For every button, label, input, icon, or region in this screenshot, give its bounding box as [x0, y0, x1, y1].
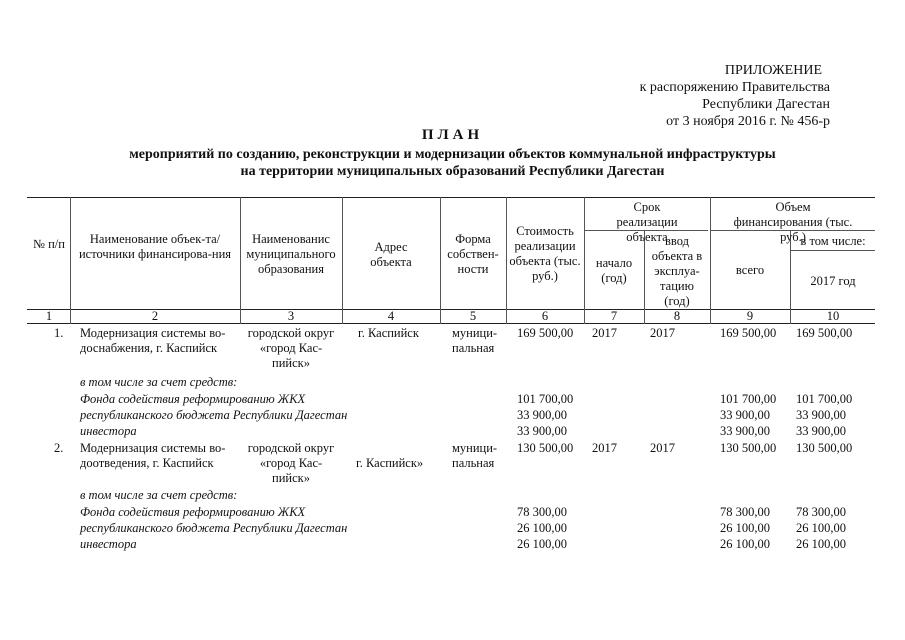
header-commissioning: ввод объекта в эксплуа-тацию (год) [651, 234, 703, 308]
source-total: 78 300,00 [720, 505, 770, 519]
appendix-title: ПРИЛОЖЕНИЕ [724, 63, 822, 78]
source-cost: 101 700,00 [517, 392, 574, 406]
row-ownership: муници-пальная [452, 326, 498, 355]
header-year-2017: 2017 год [810, 274, 856, 288]
source-total: 101 700,00 [720, 392, 777, 406]
colnum-5: 5 [469, 309, 477, 323]
row-num: 1. [54, 326, 64, 340]
colnum-4: 4 [387, 309, 395, 323]
row-start: 2017 [592, 326, 617, 340]
appendix-line-1: к распоряжению Правительства [639, 80, 830, 95]
colnum-9: 9 [746, 309, 754, 323]
incl-subheader-line [790, 250, 875, 251]
source-year-2017: 33 900,00 [796, 424, 846, 438]
colnum-1: 1 [45, 309, 53, 323]
col-divider-8 [710, 197, 711, 324]
source-year-2017: 26 100,00 [796, 521, 846, 535]
col-divider-1 [70, 197, 71, 324]
source-cost: 26 100,00 [517, 521, 567, 535]
colnum-6: 6 [541, 309, 549, 323]
row-address: г. Каспийск [358, 326, 419, 340]
source-label: инвестора [80, 537, 137, 551]
source-label: республиканского бюджета Республики Дагестан [80, 408, 348, 422]
source-year-2017: 33 900,00 [796, 408, 846, 422]
source-cost: 33 900,00 [517, 424, 567, 438]
colnum-2: 2 [151, 309, 159, 323]
row-cost: 130 500,00 [517, 441, 574, 455]
row-name: Модернизация системы во-доснабжения, г. Каспийск [80, 326, 226, 355]
col-divider-5 [506, 197, 507, 324]
source-year-2017: 101 700,00 [796, 392, 853, 406]
col-divider-2 [240, 197, 241, 324]
row-num: 2. [54, 441, 64, 455]
col-divider-6 [584, 197, 585, 324]
row-municipality: городской округ «город Кас-пийск» [247, 441, 335, 485]
header-ownership: Форма собствен-ности [447, 232, 499, 276]
source-label: Фонда содействия реформированию ЖКХ [80, 392, 306, 406]
colnum-10: 10 [826, 309, 840, 323]
plan-subtitle-line-2: на территории муниципальных образований Республики Дагестан [240, 164, 665, 179]
source-label: республиканского бюджета Республики Дагестан [80, 521, 348, 535]
table-top-border [27, 197, 875, 198]
source-total: 33 900,00 [720, 408, 770, 422]
header-total: всего [735, 263, 765, 277]
source-total: 33 900,00 [720, 424, 770, 438]
source-cost: 78 300,00 [517, 505, 567, 519]
header-num: № п/п [33, 237, 65, 251]
source-year-2017: 78 300,00 [796, 505, 846, 519]
plan-subtitle-line-1: мероприятий по созданию, реконструкции и модернизации объектов коммунальной инфраструктуры [129, 147, 776, 162]
source-cost: 33 900,00 [517, 408, 567, 422]
header-municipality: Наименованис муниципального образования [246, 232, 336, 276]
row-municipality: городской округ «город Кас-пийск» [247, 326, 335, 370]
source-total: 26 100,00 [720, 537, 770, 551]
header-term-group: Срок реализации объекта [616, 200, 678, 244]
row-start: 2017 [592, 441, 617, 455]
row-incl-label: в том числе за счет средств: [80, 375, 238, 389]
source-label: Фонда содействия реформированию ЖКХ [80, 505, 306, 519]
colnum-7: 7 [610, 309, 618, 323]
row-year-2017: 169 500,00 [796, 326, 853, 340]
row-ownership: муници-пальная [452, 441, 498, 470]
row-cost: 169 500,00 [517, 326, 574, 340]
colnum-3: 3 [287, 309, 295, 323]
header-name: Наименование объек-та/источники финансирова-ния [78, 232, 232, 261]
appendix-line-3: от 3 ноября 2016 г. № 456-р [666, 114, 830, 129]
header-start: начало (год) [595, 256, 633, 285]
row-total: 130 500,00 [720, 441, 777, 455]
row-year-2017: 130 500,00 [796, 441, 853, 455]
appendix-block [600, 62, 830, 130]
source-total: 26 100,00 [720, 521, 770, 535]
plan-subtitle [0, 146, 905, 180]
source-year-2017: 26 100,00 [796, 537, 846, 551]
col-divider-3 [342, 197, 343, 324]
source-label: инвестора [80, 424, 137, 438]
header-address: Адрес объекта [370, 240, 412, 269]
row-name: Модернизация системы во-доотведения, г. Каспийск [80, 441, 226, 470]
row-address: г. Каспийск» [356, 456, 424, 470]
plan-title: ПЛАН [421, 127, 484, 143]
header-funding-group: Объем финансирования (тыс. руб.) [733, 200, 853, 244]
col-divider-4 [440, 197, 441, 324]
row-commissioning: 2017 [650, 441, 675, 455]
row-commissioning: 2017 [650, 326, 675, 340]
source-cost: 26 100,00 [517, 537, 567, 551]
header-cost: Стоимость реализации объекта (тыс. руб.) [509, 224, 581, 283]
row-incl-label: в том числе за счет средств: [80, 488, 238, 502]
appendix-line-2: Республики Дагестан [702, 97, 830, 112]
colnum-8: 8 [673, 309, 681, 323]
row-total: 169 500,00 [720, 326, 777, 340]
header-incl: в том числе: [800, 234, 866, 248]
